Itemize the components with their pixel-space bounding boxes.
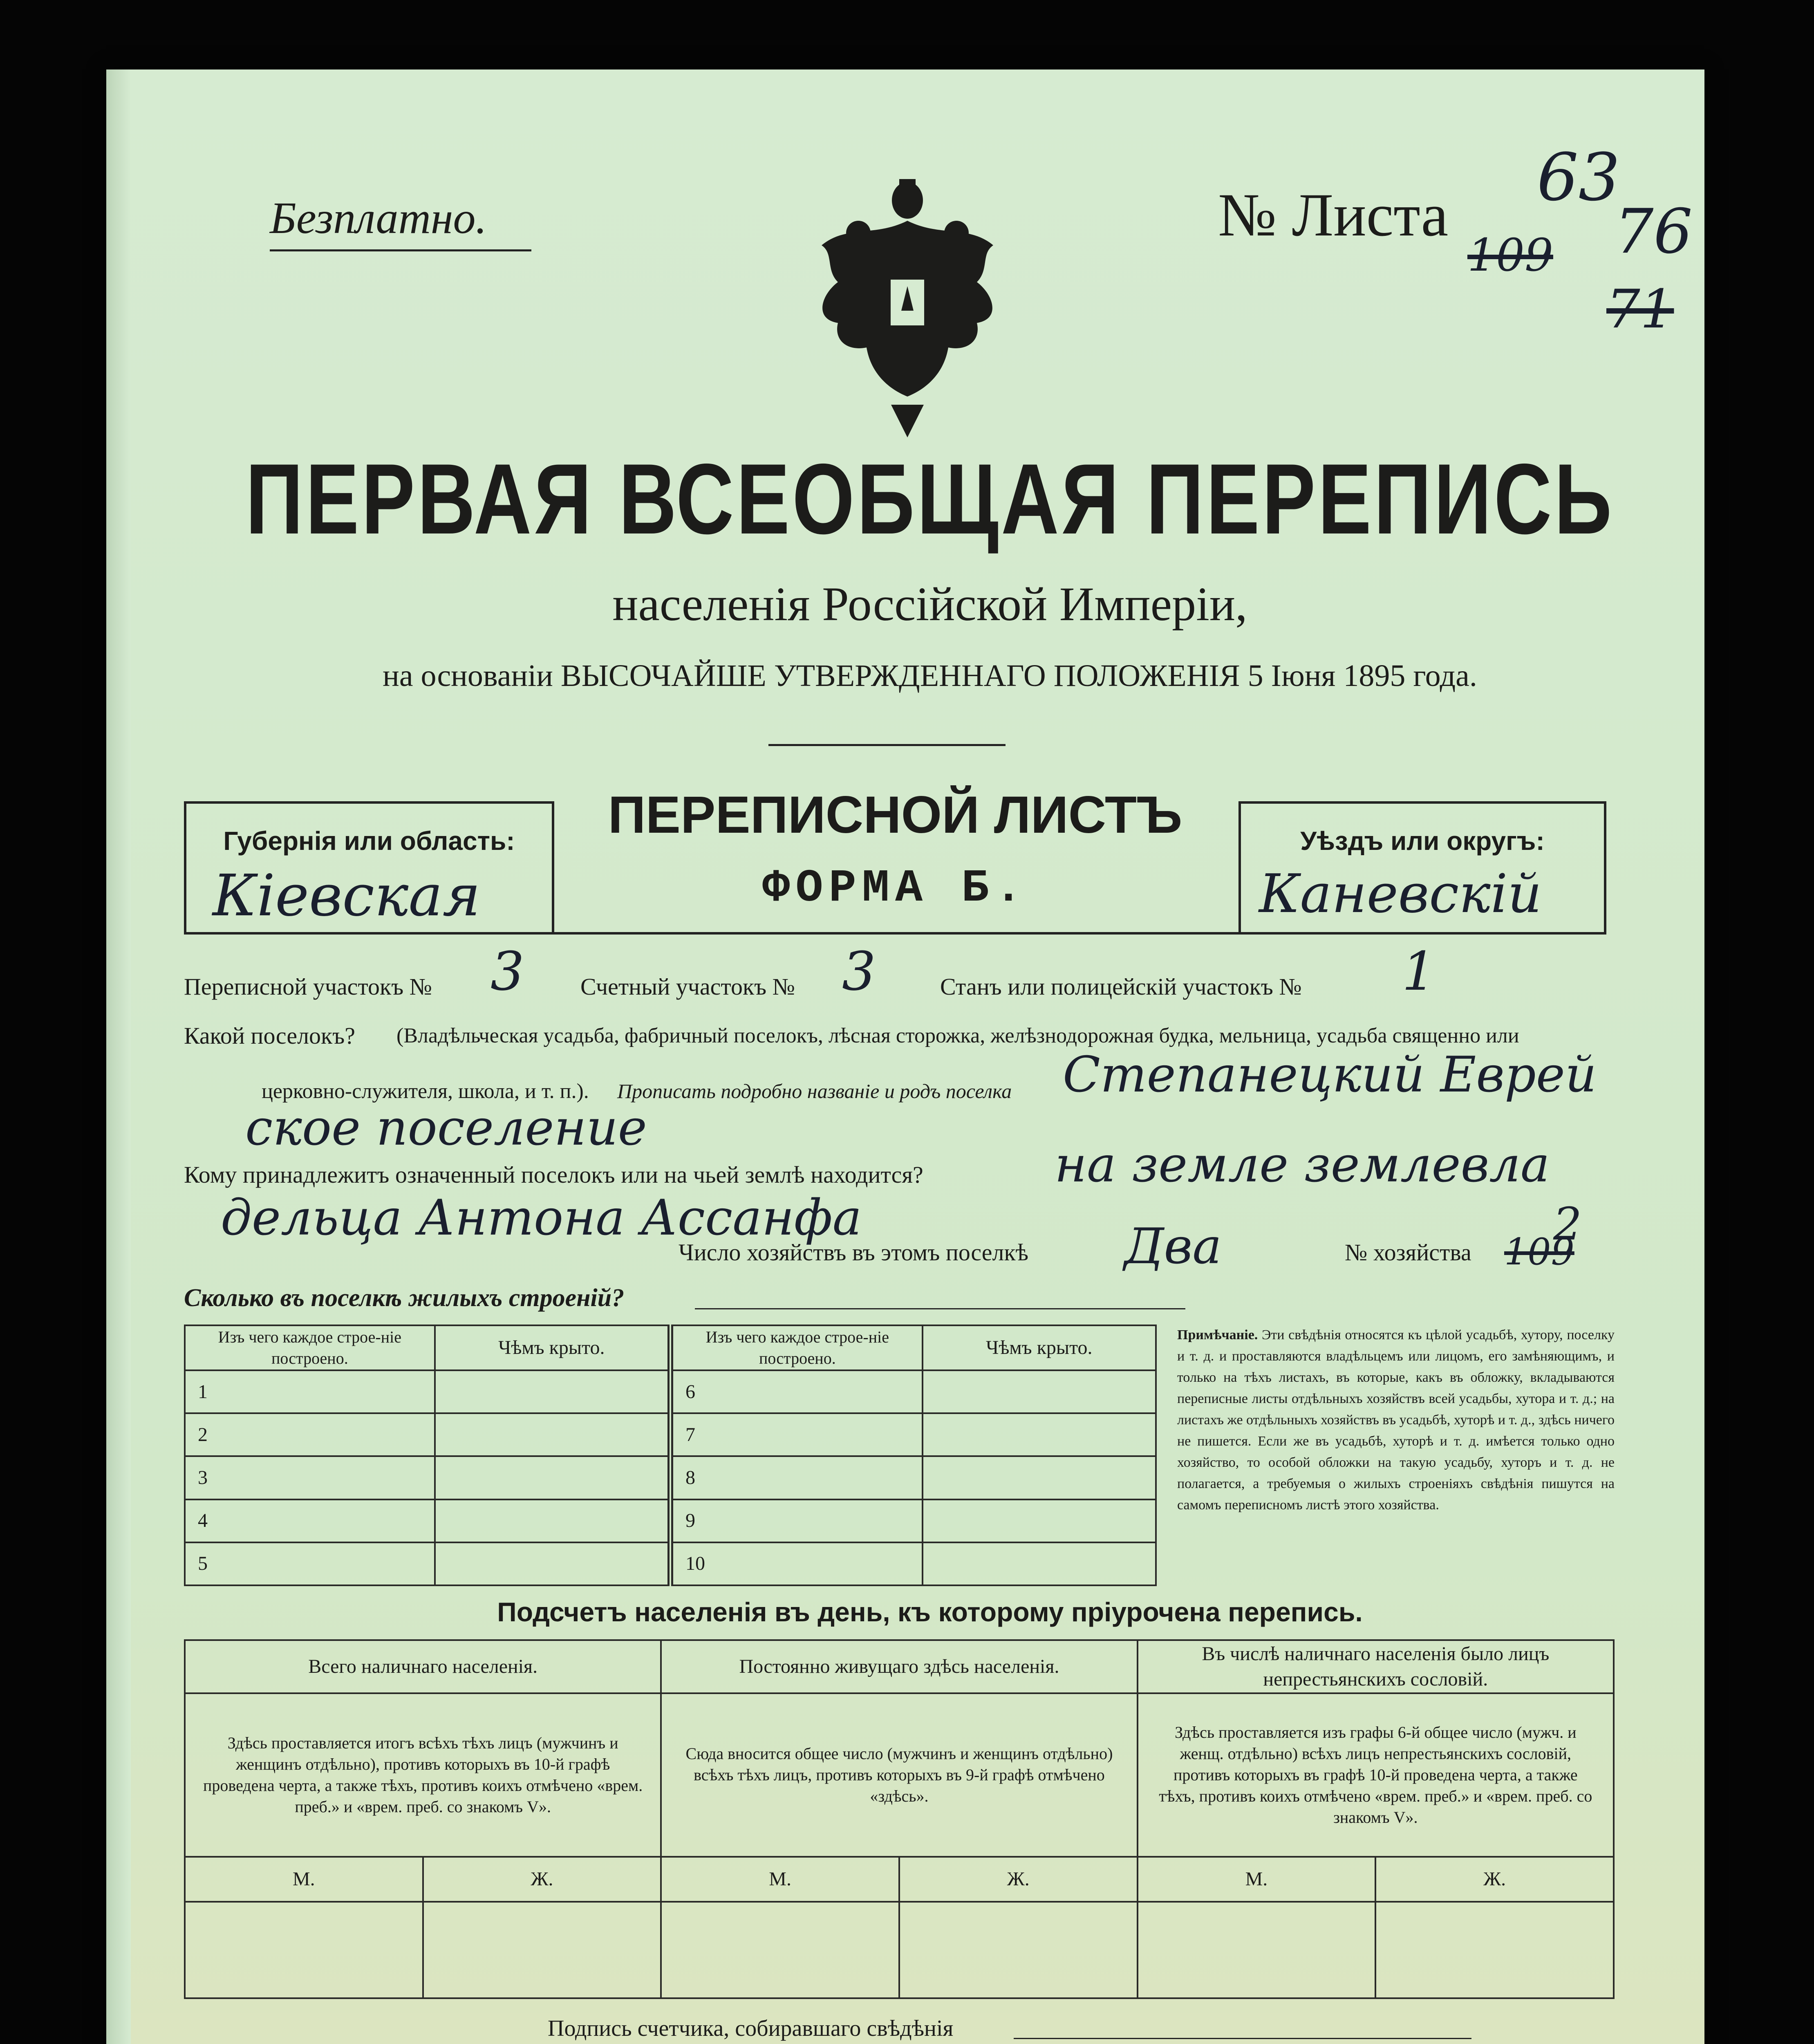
permanent-population-instructions: Сюда вносится общее число (мужчинъ и женщинъ отдѣльно) всѣхъ тѣхъ лицъ, противъ которыхъ въ 9-й графѣ отмѣчено «здѣсь». [661, 1693, 1137, 1857]
district-box-left [1238, 801, 1241, 932]
settlement-hint-3: Прописать подробно названіе и родъ поселка [617, 1080, 1012, 1103]
roof-cell[interactable] [435, 1542, 670, 1585]
form-heading: ПЕРЕПИСНОЙ ЛИСТЪ [608, 786, 1182, 844]
male-header: М. [661, 1857, 899, 1902]
total-population-instructions: Здѣсь проставляется итогъ всѣхъ тѣхъ лицъ (мужчинъ и женщинъ отдѣльно), противъ которыхъ въ 10-й графѣ проведена черта, а также тѣхъ, противъ коихъ отмѣчено «врем. преб.» и «врем. преб. со знакомъ V». [185, 1693, 661, 1857]
main-title: ПЕРВАЯ ВСЕОБЩАЯ ПЕРЕПИСЬ [245, 443, 1615, 555]
household-number-crossed: 109 [1504, 1230, 1574, 1273]
roof-cell[interactable] [923, 1542, 1156, 1585]
permanent-population-title: Постоянно живущаго здѣсь населенія. [661, 1640, 1137, 1693]
note-title: Примѣчаніе. [1177, 1327, 1258, 1342]
district-box-right [1604, 801, 1606, 932]
district-label: Уѣздъ или округъ: [1300, 826, 1545, 856]
sheet-number-label: № Листа [1218, 181, 1449, 249]
stan-value: 1 [1402, 940, 1436, 1002]
row-number: 9 [670, 1499, 923, 1542]
province-value: Кіевская [213, 863, 481, 929]
female-count-cell[interactable] [899, 1902, 1138, 1998]
row-number: 6 [670, 1370, 923, 1413]
female-header: Ж. [1375, 1857, 1614, 1902]
male-header: М. [185, 1857, 423, 1902]
count-heading: Подсчетъ населенія въ день, къ которому пріурочена перепись. [497, 1597, 1363, 1627]
female-header: Ж. [423, 1857, 661, 1902]
dwellings-label: Сколько въ поселкѣ жилыхъ строеній? [184, 1284, 625, 1312]
male-count-cell[interactable] [185, 1902, 423, 1998]
free-label: Безплатно. [270, 193, 487, 243]
households-value: Два [1124, 1218, 1222, 1275]
row-number: 7 [670, 1413, 923, 1456]
owner-value-2: дельца Антона Ассанфа [221, 1190, 862, 1246]
column-material-left: Изъ чего каждое строе-ніе построено. [185, 1325, 435, 1370]
female-count-cell[interactable] [1375, 1902, 1614, 1998]
roof-cell[interactable] [923, 1370, 1156, 1413]
sheet-number-crossed: 109 [1467, 229, 1553, 281]
subtitle: населенія Россійской Имперіи, [612, 577, 1247, 631]
column-material-right: Изъ чего каждое строе-ніе построено. [670, 1325, 923, 1370]
settlement-hint-2: церковно-служителя, школа, и т. п.). [262, 1080, 589, 1103]
census-district-value: 3 [490, 940, 524, 1002]
households-label: Число хозяйствъ въ этомъ поселкѣ [679, 1239, 1029, 1266]
province-label: Губернія или область: [223, 826, 515, 856]
form-label: ФОРМА Б. [762, 863, 1028, 914]
province-box-top [184, 801, 552, 804]
row-number: 4 [185, 1499, 435, 1542]
table-row [185, 1456, 1156, 1499]
table-row [185, 1370, 1156, 1413]
roof-cell[interactable] [435, 1370, 670, 1413]
row-number: 8 [670, 1456, 923, 1499]
roof-cell[interactable] [923, 1499, 1156, 1542]
row-number: 3 [185, 1456, 435, 1499]
note-block [1177, 1325, 1615, 1516]
settlement-label: Какой поселокъ? [184, 1022, 355, 1049]
non-peasant-title: Въ числѣ наличнаго населенія было лицъ непрестьянскихъ сословій. [1138, 1640, 1614, 1693]
margin-note-1: 76 [1615, 196, 1693, 267]
row-number: 10 [670, 1542, 923, 1585]
non-peasant-instructions: Здѣсь проставляется изъ графы 6-й общее число (мужч. и женщ. отдѣльно) всѣхъ лицъ непрестьянскихъ сословій, противъ которыхъ въ графѣ 10-й проведена черта, а также тѣхъ, противъ коихъ отмѣчено «врем. преб.» и «врем. преб. со знакомъ V». [1138, 1693, 1614, 1857]
title-divider [768, 744, 1006, 746]
male-count-cell[interactable] [661, 1902, 899, 1998]
form-header-bottom [184, 932, 1606, 935]
owner-label: Кому принадлежитъ означенный поселокъ или на чьей землѣ находится? [184, 1161, 923, 1188]
signature-label: Подпись счетчика, собиравшаго свѣдѣнія [548, 2016, 954, 2041]
dwellings-underline [695, 1308, 1185, 1309]
stan-label: Станъ или полицейскій участокъ № [940, 973, 1302, 1000]
row-number: 5 [185, 1542, 435, 1585]
roof-cell[interactable] [923, 1456, 1156, 1499]
table-row [185, 1413, 1156, 1456]
district-box-top [1238, 801, 1606, 804]
signature-line[interactable] [1014, 2038, 1471, 2039]
note-text: Эти свѣдѣнія относятся къ цѣлой усадьбѣ, хутору, поселку и т. д. и проставляются владѣльцемъ или лицомъ, его замѣняющимъ, и только на тѣхъ листахъ, въ которые, какъ въ обложку, вкладываются переписные листы отдѣльныхъ хозяйствъ всей усадьбы, хутора и т. д.; на листахъ же отдѣльныхъ хозяйствъ въ усадьбѣ, хуторѣ и т. д., здѣсь ничего не пишется. Если же въ усадьбѣ, хуторѣ и т. д. имѣется только одно хозяйство, то особой обложки на такую усадьбу, хуторъ и т. д. не полагается, а требуемыя о жилыхъ строеніяхъ свѣдѣнія пишутся на самомъ переписномъ листѣ этого хозяйства. [1177, 1327, 1615, 1513]
eagle-emblem-icon [777, 176, 1038, 437]
female-count-cell[interactable] [423, 1902, 661, 1998]
row-number: 1 [185, 1370, 435, 1413]
roof-cell[interactable] [923, 1413, 1156, 1456]
household-number-label: № хозяйства [1345, 1239, 1471, 1266]
male-header: М. [1138, 1857, 1376, 1902]
buildings-table [184, 1325, 1157, 1586]
column-roof-left: Чѣмъ крыто. [435, 1325, 670, 1370]
population-count-table [184, 1639, 1615, 1999]
column-roof-right: Чѣмъ крыто. [923, 1325, 1156, 1370]
table-row [185, 1542, 1156, 1585]
roof-cell[interactable] [435, 1413, 670, 1456]
count-district-value: 3 [842, 940, 876, 1002]
province-box-left [184, 801, 186, 932]
settlement-hint-1: (Владѣльческая усадьба, фабричный поселокъ, лѣсная сторожка, желѣзнодорожная будка, мельница, усадьба священно или [396, 1024, 1519, 1047]
margin-note-2: 71 [1606, 278, 1674, 340]
household-number-value: 2 [1553, 1198, 1582, 1250]
province-box-right [552, 801, 554, 932]
free-underline [270, 249, 531, 251]
census-district-label: Переписной участокъ № [184, 973, 432, 1000]
count-district-label: Счетный участокъ № [580, 973, 795, 1000]
owner-value-1: на земле землевла [1055, 1136, 1550, 1193]
sheet-number-value: 63 [1537, 139, 1620, 215]
district-value: Каневскій [1259, 863, 1542, 925]
row-number: 2 [185, 1413, 435, 1456]
settlement-value-2: скоe поселение [245, 1100, 647, 1156]
sheet-left-edge [106, 69, 131, 2044]
roof-cell[interactable] [435, 1499, 670, 1542]
roof-cell[interactable] [435, 1456, 670, 1499]
female-header: Ж. [899, 1857, 1138, 1902]
table-row [185, 1499, 1156, 1542]
legal-basis: на основаніи ВЫСОЧАЙШЕ УТВЕРЖДЕННАГО ПОЛОЖЕНІЯ 5 Іюня 1895 года. [383, 659, 1477, 693]
settlement-value-1: Степанецкий Еврей [1063, 1047, 1597, 1103]
total-population-title: Всего наличнаго населенія. [185, 1640, 661, 1693]
male-count-cell[interactable] [1138, 1902, 1376, 1998]
